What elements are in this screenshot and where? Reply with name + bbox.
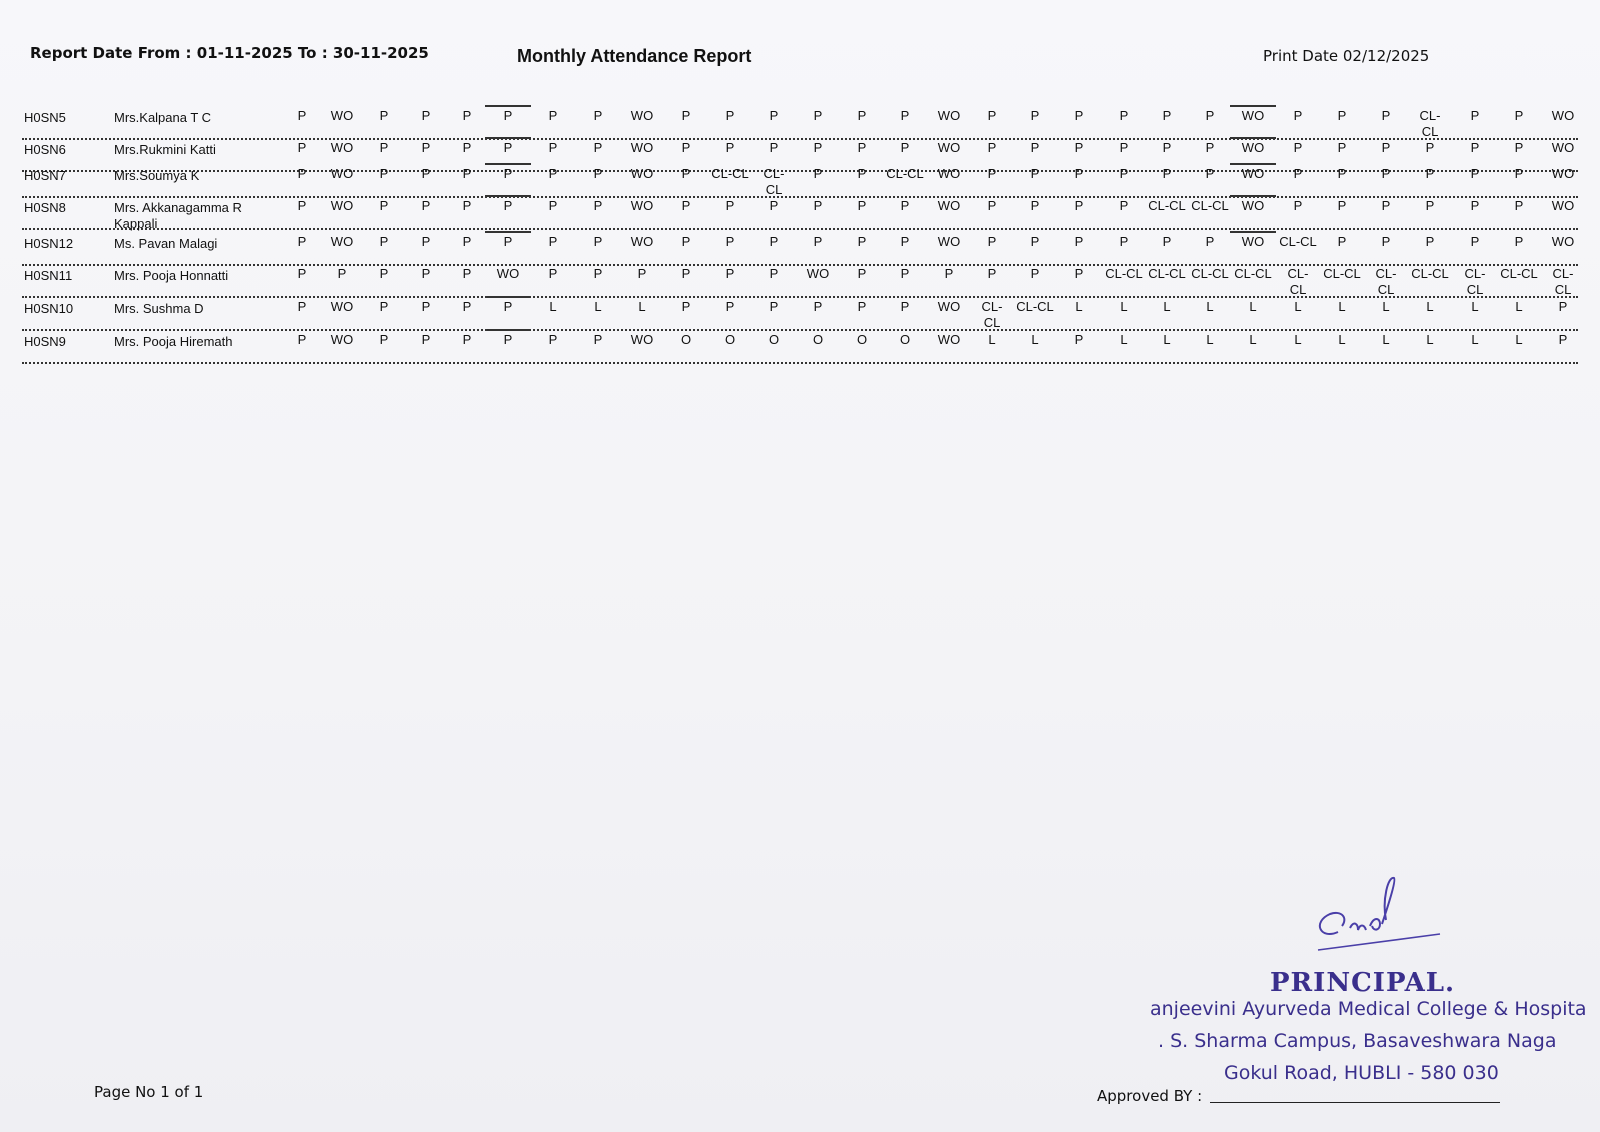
attendance-cell: O <box>812 332 824 347</box>
attendance-cell: P <box>337 266 347 281</box>
attendance-cell: P <box>857 198 867 213</box>
attendance-cell: P <box>1119 198 1129 213</box>
stamp-line-1: anjeevini Ayurveda Medical College & Hospita <box>1150 998 1587 1020</box>
attendance-cell: CL-CL <box>1287 266 1309 297</box>
cell-overline <box>1230 105 1276 107</box>
attendance-cell: P <box>1030 266 1040 281</box>
attendance-cell: P <box>637 266 647 281</box>
attendance-cell: CL-CL <box>1464 266 1486 297</box>
attendance-cell: CL-CL <box>1552 266 1574 297</box>
attendance-cell: P <box>1074 234 1084 249</box>
attendance-cell: WO <box>937 234 961 249</box>
attendance-cell: P <box>593 166 603 181</box>
attendance-cell: P <box>462 198 472 213</box>
table-row <box>22 266 1578 298</box>
attendance-cell: WO <box>1241 140 1265 155</box>
attendance-cell: P <box>297 140 307 155</box>
attendance-cell: L <box>1294 332 1302 347</box>
attendance-cell: L <box>1249 299 1257 314</box>
attendance-cell: P <box>725 299 735 314</box>
attendance-cell: WO <box>1551 198 1575 213</box>
attendance-cell: WO <box>1551 166 1575 181</box>
attendance-cell: P <box>1162 108 1172 123</box>
attendance-cell: WO <box>1241 234 1265 249</box>
attendance-cell: P <box>421 140 431 155</box>
attendance-cell: P <box>1293 166 1303 181</box>
attendance-cell: P <box>1030 166 1040 181</box>
attendance-cell: P <box>1119 108 1129 123</box>
attendance-cell: P <box>769 234 779 249</box>
attendance-cell: L <box>1515 332 1523 347</box>
attendance-cell: L <box>1426 332 1434 347</box>
cell-overline <box>1230 231 1276 233</box>
attendance-cell: P <box>297 299 307 314</box>
attendance-cell: P <box>462 166 472 181</box>
attendance-cell: P <box>900 266 910 281</box>
attendance-cell: L <box>1471 299 1479 314</box>
attendance-cell: L <box>638 299 646 314</box>
attendance-cell: P <box>900 108 910 123</box>
attendance-cell: P <box>1030 140 1040 155</box>
attendance-cell: L <box>1031 332 1039 347</box>
attendance-cell: P <box>987 234 997 249</box>
signature-mark <box>1290 870 1450 960</box>
attendance-cell: P <box>900 198 910 213</box>
attendance-cell: L <box>1206 332 1214 347</box>
cell-overline <box>485 137 531 139</box>
attendance-cell: P <box>1205 166 1215 181</box>
employee-id: H0SN9 <box>24 334 66 349</box>
attendance-cell: P <box>593 234 603 249</box>
attendance-cell: P <box>1470 234 1480 249</box>
attendance-cell: P <box>1074 140 1084 155</box>
attendance-cell: P <box>548 266 558 281</box>
attendance-cell: P <box>462 108 472 123</box>
employee-name: Mrs.Rukmini Katti <box>114 142 216 157</box>
attendance-cell: P <box>1425 140 1435 155</box>
employee-name: Mrs. Sushma D <box>114 301 204 316</box>
attendance-cell: P <box>1337 198 1347 213</box>
attendance-cell: P <box>421 166 431 181</box>
attendance-cell: WO <box>630 332 654 347</box>
attendance-cell: O <box>856 332 868 347</box>
attendance-cell: P <box>379 266 389 281</box>
attendance-cell: P <box>769 198 779 213</box>
attendance-cell: CL-CL <box>1148 266 1186 281</box>
principal-stamp <box>1140 870 1600 1090</box>
cell-overline <box>485 231 531 233</box>
attendance-cell: P <box>769 108 779 123</box>
attendance-cell: P <box>503 140 513 155</box>
attendance-cell: P <box>462 332 472 347</box>
attendance-cell: CL-CL <box>1016 299 1054 314</box>
attendance-cell: L <box>1471 332 1479 347</box>
attendance-cell: WO <box>330 299 354 314</box>
attendance-cell: P <box>1205 140 1215 155</box>
attendance-cell: L <box>988 332 996 347</box>
cell-overline <box>1230 195 1276 197</box>
attendance-cell: P <box>1337 166 1347 181</box>
attendance-cell: P <box>725 198 735 213</box>
attendance-cell: P <box>987 266 997 281</box>
employee-id: H0SN10 <box>24 301 74 316</box>
attendance-cell: P <box>379 108 389 123</box>
attendance-cell: P <box>1381 166 1391 181</box>
attendance-cell: P <box>813 140 823 155</box>
attendance-cell: P <box>421 234 431 249</box>
attendance-cell: P <box>379 140 389 155</box>
attendance-cell: L <box>1206 299 1214 314</box>
attendance-cell: P <box>1119 234 1129 249</box>
table-row <box>22 198 1578 230</box>
attendance-cell: L <box>1338 299 1346 314</box>
attendance-cell: P <box>1381 108 1391 123</box>
attendance-cell: P <box>725 140 735 155</box>
attendance-cell: P <box>857 299 867 314</box>
attendance-cell: O <box>768 332 780 347</box>
attendance-cell: P <box>548 332 558 347</box>
attendance-cell: P <box>1425 198 1435 213</box>
attendance-cell: P <box>769 140 779 155</box>
attendance-cell: P <box>1337 140 1347 155</box>
attendance-cell: P <box>593 198 603 213</box>
attendance-cell: P <box>725 108 735 123</box>
attendance-cell: P <box>681 140 691 155</box>
attendance-cell: P <box>769 266 779 281</box>
attendance-cell: P <box>944 266 954 281</box>
attendance-cell: P <box>681 234 691 249</box>
attendance-cell: P <box>1162 140 1172 155</box>
attendance-cell: P <box>1030 108 1040 123</box>
employee-id: H0SN11 <box>24 268 73 283</box>
attendance-cell: L <box>1382 299 1390 314</box>
attendance-cell: P <box>1425 166 1435 181</box>
attendance-cell: WO <box>630 234 654 249</box>
page-number: Page No 1 of 1 <box>94 1083 204 1101</box>
attendance-cell: WO <box>937 108 961 123</box>
attendance-cell: P <box>1558 299 1568 314</box>
attendance-cell: P <box>1514 140 1524 155</box>
approved-by-signature-line <box>1210 1102 1500 1103</box>
attendance-cell: P <box>593 108 603 123</box>
attendance-cell: WO <box>330 198 354 213</box>
attendance-cell: CL-CL <box>1105 266 1143 281</box>
attendance-cell: L <box>1163 332 1171 347</box>
attendance-cell: CL-CL <box>1411 266 1449 281</box>
attendance-cell: P <box>900 234 910 249</box>
attendance-cell: P <box>1074 266 1084 281</box>
attendance-cell: WO <box>937 332 961 347</box>
cell-overline <box>485 163 531 165</box>
employee-name: Mrs. Akkanagamma R Kappali <box>114 200 242 231</box>
attendance-cell: P <box>297 166 307 181</box>
attendance-cell: P <box>1381 234 1391 249</box>
attendance-cell: P <box>548 198 558 213</box>
attendance-cell: L <box>1338 332 1346 347</box>
attendance-cell: P <box>1514 234 1524 249</box>
attendance-cell: P <box>857 140 867 155</box>
attendance-cell: WO <box>330 332 354 347</box>
attendance-cell: P <box>987 108 997 123</box>
attendance-cell: L <box>1120 332 1128 347</box>
attendance-cell: P <box>813 166 823 181</box>
attendance-cell: CL-CL <box>886 166 924 181</box>
employee-name: Mrs.Kalpana T C <box>114 110 212 125</box>
attendance-cell: L <box>1382 332 1390 347</box>
attendance-cell: P <box>421 108 431 123</box>
attendance-cell: P <box>379 332 389 347</box>
attendance-cell: P <box>593 332 603 347</box>
attendance-cell: CL-CL <box>981 299 1003 330</box>
attendance-cell: WO <box>937 166 961 181</box>
attendance-cell: WO <box>1241 108 1265 123</box>
cell-overline <box>485 329 531 331</box>
attendance-cell: L <box>1515 299 1523 314</box>
attendance-cell: P <box>681 108 691 123</box>
attendance-cell: P <box>1205 108 1215 123</box>
attendance-cell: P <box>297 234 307 249</box>
table-row <box>22 234 1578 266</box>
stamp-line-2: . S. Sharma Campus, Basaveshwara Naga <box>1158 1030 1557 1052</box>
attendance-cell: P <box>857 108 867 123</box>
attendance-cell: L <box>549 299 557 314</box>
attendance-cell: L <box>1075 299 1083 314</box>
attendance-cell: P <box>1119 166 1129 181</box>
attendance-cell: P <box>1074 332 1084 347</box>
cell-overline <box>485 195 531 197</box>
attendance-cell: L <box>1163 299 1171 314</box>
attendance-cell: P <box>421 266 431 281</box>
cell-overline <box>1230 163 1276 165</box>
attendance-cell: P <box>681 266 691 281</box>
attendance-cell: P <box>503 108 513 123</box>
cell-overline <box>485 296 531 298</box>
attendance-cell: P <box>593 266 603 281</box>
attendance-cell: P <box>1381 140 1391 155</box>
attendance-cell: P <box>857 166 867 181</box>
attendance-cell: P <box>379 234 389 249</box>
employee-id: H0SN5 <box>24 110 66 125</box>
print-date: Print Date 02/12/2025 <box>1263 47 1430 65</box>
attendance-cell: WO <box>330 234 354 249</box>
attendance-cell: P <box>857 234 867 249</box>
approved-by-label: Approved BY : <box>1097 1087 1203 1105</box>
employee-id: H0SN6 <box>24 142 66 157</box>
report-title: Monthly Attendance Report <box>517 46 752 66</box>
attendance-cell: P <box>548 166 558 181</box>
attendance-cell: CL-CL <box>1191 198 1229 213</box>
attendance-cell: P <box>1162 234 1172 249</box>
attendance-cell: P <box>1074 166 1084 181</box>
stamp-line-3: Gokul Road, HUBLI - 580 030 <box>1224 1062 1499 1084</box>
attendance-cell: CL-CL <box>1279 234 1317 249</box>
employee-name: Mrs. Pooja Honnatti <box>114 268 229 283</box>
attendance-cell: P <box>1205 234 1215 249</box>
attendance-cell: P <box>1293 108 1303 123</box>
attendance-cell: P <box>1074 108 1084 123</box>
attendance-cell: CL-CL <box>711 166 749 181</box>
attendance-cell: O <box>680 332 692 347</box>
attendance-cell: P <box>1425 234 1435 249</box>
attendance-cell: P <box>462 299 472 314</box>
attendance-cell: WO <box>937 299 961 314</box>
attendance-cell: WO <box>330 166 354 181</box>
attendance-cell: CL-CL <box>763 166 785 197</box>
attendance-cell: P <box>379 198 389 213</box>
attendance-cell: WO <box>1241 166 1265 181</box>
employee-name: Mrs. Pooja Hiremath <box>114 334 233 349</box>
attendance-cell: P <box>681 299 691 314</box>
attendance-cell: P <box>1337 108 1347 123</box>
attendance-cell: P <box>421 299 431 314</box>
attendance-cell: WO <box>806 266 830 281</box>
attendance-cell: P <box>1514 166 1524 181</box>
attendance-cell: P <box>725 266 735 281</box>
attendance-cell: P <box>681 198 691 213</box>
attendance-cell: P <box>297 198 307 213</box>
attendance-cell: P <box>297 266 307 281</box>
attendance-cell: P <box>462 234 472 249</box>
attendance-cell: P <box>379 166 389 181</box>
attendance-cell: P <box>1470 198 1480 213</box>
employee-id: H0SN12 <box>24 236 74 251</box>
attendance-cell: P <box>987 166 997 181</box>
attendance-cell: P <box>857 266 867 281</box>
attendance-cell: P <box>987 140 997 155</box>
attendance-cell: P <box>462 266 472 281</box>
attendance-cell: O <box>899 332 911 347</box>
attendance-cell: P <box>813 198 823 213</box>
attendance-cell: P <box>1470 140 1480 155</box>
attendance-cell: P <box>503 234 513 249</box>
attendance-cell: P <box>1558 332 1568 347</box>
attendance-cell: L <box>1249 332 1257 347</box>
report-date-range: Report Date From : 01-11-2025 To : 30-11-2025 <box>30 44 429 62</box>
attendance-cell: P <box>503 198 513 213</box>
attendance-cell: L <box>594 299 602 314</box>
attendance-cell: CL-CL <box>1191 266 1229 281</box>
attendance-cell: WO <box>1551 108 1575 123</box>
stamp-title: PRINCIPAL. <box>1270 968 1456 998</box>
attendance-cell: P <box>1030 234 1040 249</box>
attendance-cell: P <box>1381 198 1391 213</box>
table-row <box>22 108 1578 140</box>
attendance-cell: L <box>1294 299 1302 314</box>
attendance-cell: L <box>1120 299 1128 314</box>
attendance-cell: WO <box>1551 234 1575 249</box>
attendance-cell: WO <box>630 198 654 213</box>
attendance-cell: WO <box>496 266 520 281</box>
attendance-cell: P <box>725 234 735 249</box>
attendance-cell: P <box>769 299 779 314</box>
attendance-cell: P <box>1030 198 1040 213</box>
attendance-cell: P <box>548 234 558 249</box>
attendance-cell: P <box>462 140 472 155</box>
attendance-cell: P <box>1293 198 1303 213</box>
attendance-cell: CL-CL <box>1375 266 1397 297</box>
attendance-cell: P <box>1074 198 1084 213</box>
attendance-cell: P <box>548 108 558 123</box>
table-row <box>22 299 1578 331</box>
cell-overline <box>1230 137 1276 139</box>
attendance-cell: P <box>593 140 603 155</box>
attendance-cell: P <box>1293 140 1303 155</box>
attendance-cell: P <box>297 108 307 123</box>
employee-name: Mrs.Soumya K <box>114 168 200 183</box>
attendance-cell: P <box>503 332 513 347</box>
attendance-cell: P <box>681 166 691 181</box>
attendance-cell: WO <box>1241 198 1265 213</box>
attendance-cell: WO <box>630 166 654 181</box>
attendance-cell: P <box>1337 234 1347 249</box>
attendance-cell: P <box>813 108 823 123</box>
attendance-cell: WO <box>330 140 354 155</box>
attendance-cell: P <box>503 299 513 314</box>
attendance-cell: CL-CL <box>1234 266 1272 281</box>
attendance-cell: P <box>1514 108 1524 123</box>
attendance-cell: O <box>724 332 736 347</box>
attendance-cell: P <box>813 299 823 314</box>
attendance-cell: P <box>1162 166 1172 181</box>
attendance-cell: CL-CL <box>1323 266 1361 281</box>
attendance-cell: P <box>813 234 823 249</box>
attendance-cell: P <box>421 198 431 213</box>
attendance-cell: P <box>987 198 997 213</box>
attendance-cell: CL-CL <box>1148 198 1186 213</box>
attendance-cell: L <box>1426 299 1434 314</box>
employee-id: H0SN7 <box>24 168 66 183</box>
table-row <box>22 332 1578 364</box>
attendance-cell: P <box>548 140 558 155</box>
attendance-cell: WO <box>630 108 654 123</box>
attendance-cell: P <box>1119 140 1129 155</box>
attendance-cell: P <box>379 299 389 314</box>
attendance-cell: CL-CL <box>1419 108 1441 139</box>
attendance-cell: P <box>900 140 910 155</box>
attendance-cell: WO <box>937 140 961 155</box>
attendance-cell: WO <box>330 108 354 123</box>
attendance-cell: P <box>503 166 513 181</box>
table-row <box>22 166 1578 198</box>
employee-id: H0SN8 <box>24 200 66 215</box>
attendance-cell: P <box>297 332 307 347</box>
attendance-cell: WO <box>1551 140 1575 155</box>
attendance-cell: CL-CL <box>1500 266 1538 281</box>
attendance-cell: P <box>1514 198 1524 213</box>
cell-overline <box>485 105 531 107</box>
attendance-cell: P <box>1470 108 1480 123</box>
attendance-cell: WO <box>630 140 654 155</box>
attendance-cell: WO <box>937 198 961 213</box>
attendance-cell: P <box>1470 166 1480 181</box>
attendance-cell: P <box>421 332 431 347</box>
attendance-cell: P <box>900 299 910 314</box>
employee-name: Ms. Pavan Malagi <box>114 236 218 251</box>
